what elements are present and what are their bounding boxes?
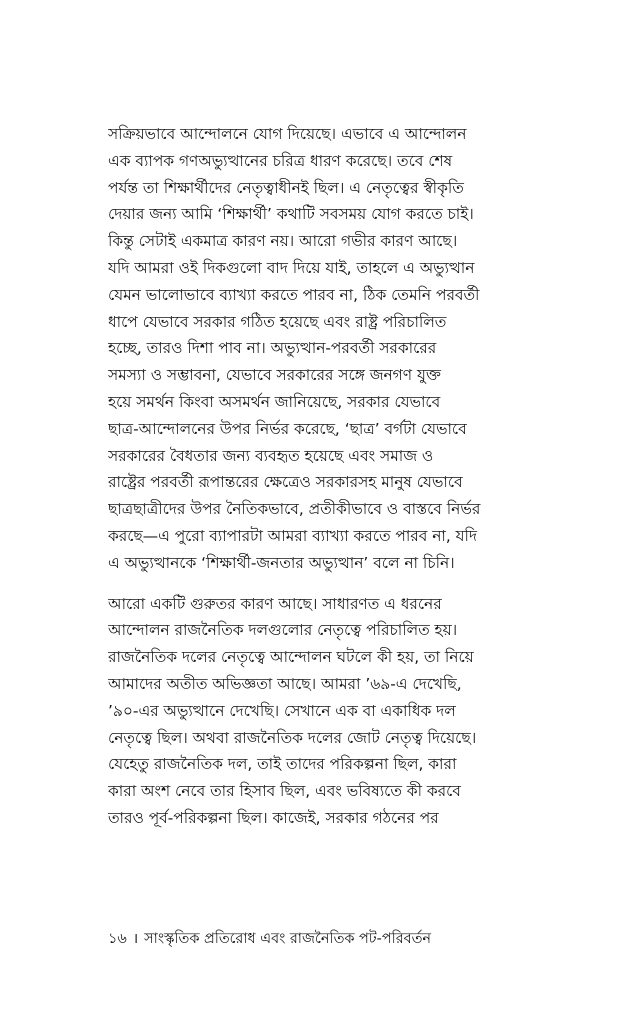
text-line: সরকারের বৈধতার জন্য ব্যবহৃত হয়েছে এবং সমাজ ও bbox=[108, 446, 434, 465]
book-title: সাংস্কৃতিক প্রতিরোধ এবং রাজনৈতিক পট-পরিবর্তন bbox=[144, 931, 432, 947]
text-line: পর্যন্ত তা শিক্ষার্থীদের নেতৃত্বাধীনই ছিল। এ নেতৃত্বের স্বীকৃতি bbox=[108, 178, 464, 197]
text-line: এক ব্যাপক গণঅভ্যুত্থানের চরিত্র ধারণ করেছে। তবে শেষ bbox=[108, 151, 453, 170]
text-line: রাষ্ট্রের পরবর্তী রূপান্তরের ক্ষেত্রেও সরকারসহ মানুষ যেভাবে bbox=[108, 473, 463, 492]
footer-separator: । bbox=[132, 931, 139, 947]
text-line: নেতৃত্বে ছিল। অথবা রাজনৈতিক দলের জোট নেতৃত্ব দিয়েছে। bbox=[108, 728, 477, 747]
text-line: সমস্যা ও সম্ভাবনা, যেভাবে সরকারের সঙ্গে জনগণ যুক্ত bbox=[108, 366, 441, 385]
text-line: আমাদের অতীত অভিজ্ঞতা আছে। আমরা ’৬৯-এ দেখেছি, bbox=[108, 674, 462, 693]
body-text bbox=[108, 121, 533, 832]
paragraph-2 bbox=[108, 591, 533, 832]
text-line: যেমন ভালোভাবে ব্যাখ্যা করতে পারব না, ঠিক তেমনি পরবর্তী bbox=[108, 285, 480, 304]
paragraph-1 bbox=[108, 121, 533, 577]
text-line: ছাত্রছাত্রীদের উপর নৈতিকভাবে, প্রতীকীভাবে ও বাস্তবে নির্ভর bbox=[108, 500, 481, 519]
text-line: আন্দোলন রাজনৈতিক দলগুলোর নেতৃত্বে পরিচালিত হয়। bbox=[108, 621, 458, 640]
text-line: দেয়ার জন্য আমি ‘শিক্ষার্থী’ কথাটি সবসময় যোগ করতে চাই। bbox=[108, 205, 474, 224]
text-line: কিন্তু সেটাই একমাত্র কারণ নয়। আরো গভীর কারণ আছে। bbox=[108, 232, 458, 251]
text-line: যেহেতু রাজনৈতিক দল, তাই তাদের পরিকল্পনা ছিল, কারা bbox=[108, 755, 457, 774]
page-number: ১৬ bbox=[108, 931, 127, 947]
text-line: হচ্ছে, তারও দিশা পাব না। অভ্যুত্থান-পরবর্তী সরকারের bbox=[108, 339, 437, 358]
text-line: তারও পূর্ব-পরিকল্পনা ছিল। কাজেই, সরকার গঠনের পর bbox=[108, 808, 439, 827]
text-line: হয়ে সমর্থন কিংবা অসমর্থন জানিয়েছে, সরকার যেভাবে bbox=[108, 392, 441, 411]
text-line: ছাত্র-আন্দোলনের উপর নির্ভর করেছে, ‘ছাত্র’ বর্গটা যেভাবে bbox=[108, 419, 467, 438]
text-line: ধাপে যেভাবে সরকার গঠিত হয়েছে এবং রাষ্ট্র পরিচালিত bbox=[108, 312, 447, 331]
text-line: আরো একটি গুরুতর কারণ আছে। সাধারণত এ ধরনের bbox=[108, 594, 442, 613]
text-line: সক্রিয়ভাবে আন্দোলনে যোগ দিয়েছে। এভাবে এ আন্দোলন bbox=[108, 125, 467, 143]
text-line: এ অভ্যুত্থানকে ‘শিক্ষার্থী-জনতার অভ্যুত্থান’ বলে না চিনি। bbox=[108, 553, 455, 572]
text-line: করছে—এ পুরো ব্যাপারটা আমরা ব্যাখ্যা করতে পারব না, যদি bbox=[108, 526, 478, 545]
page-footer bbox=[108, 928, 533, 950]
text-line: যদি আমরা ওই দিকগুলো বাদ দিয়ে যাই, তাহলে এ অভ্যুত্থান bbox=[108, 258, 475, 277]
text-line: ’৯০-এর অভ্যুত্থানে দেখেছি। সেখানে এক বা একাধিক দল bbox=[108, 701, 456, 720]
text-line: রাজনৈতিক দলের নেতৃত্বে আন্দোলন ঘটলে কী হয়, তা নিয়ে bbox=[108, 648, 474, 667]
text-line: কারা অংশ নেবে তার হিসাব ছিল, এবং ভবিষ্যতে কী করবে bbox=[108, 782, 461, 801]
